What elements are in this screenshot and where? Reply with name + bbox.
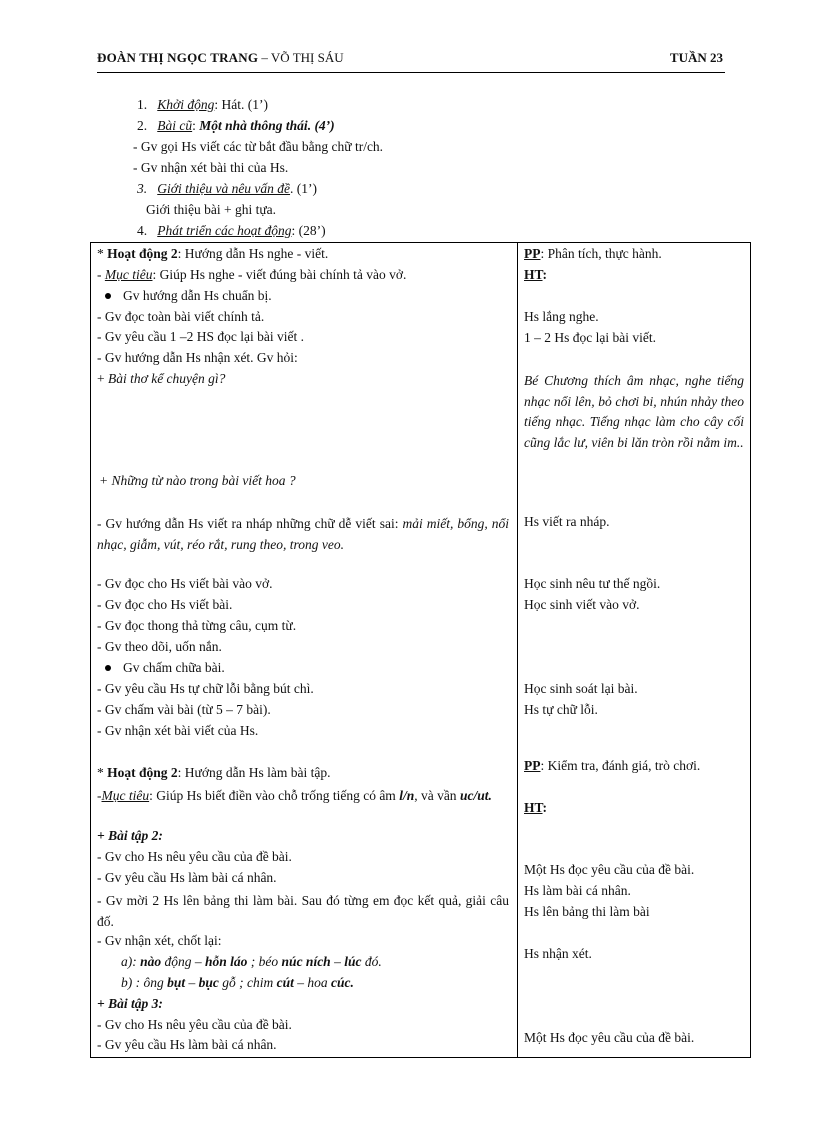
answer-b-3: – [185, 975, 199, 990]
form-2-colon: : [542, 800, 548, 815]
lesson-table [90, 242, 751, 1058]
bullet-dot-icon [105, 665, 111, 671]
activity-1-rest: : Hướng dẫn Hs nghe - viết. [177, 246, 329, 261]
answer-a-2: nào [140, 954, 162, 969]
intro-item-1-rest: : Hát. (1’) [214, 97, 268, 112]
right-answer-r3: Bé Chương thích âm nhạc, nghe tiếng nhạc nổi lên, bỏ chơi bi, nhún nhảy theo tiếng nhạc. Tiếng nhạc làm cho cây cối cũng lắc lư, viên bi lăn tròn rồi nằm im.. [524, 373, 744, 450]
question-2: + Những từ nào trong bài viết hoa ? [99, 473, 296, 488]
left-paragraph-w1-words: mải miết, bổng, nổi nhạc, giẫm, vút, réo rắt, rung theo, trong veo. [97, 516, 510, 552]
activity-2-heading [97, 765, 330, 781]
teacher-activities [91, 243, 517, 1057]
answer-a-7: – [330, 954, 345, 969]
intro-item-4 [137, 223, 326, 239]
intro-line-6: Giới thiệu bài + ghi tựa. [146, 202, 277, 217]
left-line-d1: - Gv cho Hs nêu yêu cầu của đề bài. [97, 1017, 292, 1032]
method-2-rest: : Kiểm tra, đánh giá, trò chơi. [540, 758, 701, 773]
objective-2-rest: : Giúp Hs biết điền vào chỗ trống tiếng có âm [149, 788, 400, 803]
objective-1-prefix: - [97, 267, 105, 282]
left-paragraph-c3: - Gv mời 2 Hs lên bảng thi làm bài. Sau đó từng em đọc kết quả, giải câu đố. [97, 893, 509, 929]
objective-2-prefix: - [97, 788, 102, 803]
form-2 [524, 800, 547, 816]
intro-line-4: - Gv nhận xét bài thi của Hs. [133, 160, 289, 175]
objective-1-rest: : Giúp Hs nghe - viết đúng bài chính tả vào vở. [152, 267, 407, 282]
right-line-r6: Học sinh viết vào vở. [524, 597, 640, 612]
method-2 [524, 756, 744, 777]
student-activities [518, 243, 750, 1057]
objective-2-uc: uc/ut. [459, 788, 492, 803]
form-1-label: HT [524, 267, 543, 282]
answer-b-5: gỗ ; chim [218, 975, 277, 990]
right-line-r13: Một Hs đọc yêu cầu của đề bài. [524, 1030, 695, 1045]
intro-item-1 [137, 97, 268, 113]
left-line-a2: - Gv yêu cầu 1 –2 HS đọc lại bài viết . [97, 329, 304, 344]
answer-b [121, 975, 354, 991]
left-line-d2: - Gv yêu cầu Hs làm bài cá nhân. [97, 1037, 277, 1052]
form-2-label: HT [524, 800, 543, 815]
intro-item-2 [137, 118, 335, 134]
answer-b-6: cút [276, 975, 294, 990]
intro-item-2-num: 2. [137, 118, 148, 133]
method-1-label: PP [524, 246, 541, 261]
right-line-r10: Hs làm bài cá nhân. [524, 883, 631, 898]
intro-item-3-label: Giới thiệu và nêu vấn đề [157, 181, 291, 196]
answer-a-3: động – [161, 954, 206, 969]
answer-a-4: hỗn láo [205, 954, 248, 969]
answer-b-4: bục [198, 975, 219, 990]
activity-2-title: Hoạt động 2 [107, 765, 178, 780]
bullet-2 [105, 660, 225, 676]
bullet-2-text: Gv chấm chữa bài. [123, 660, 225, 675]
left-line-a9: - Gv chấm vài bài (từ 5 – 7 bài). [97, 702, 271, 717]
header-week: TUẦN 23 [669, 50, 723, 65]
right-line-r5: Học sinh nêu tư thế ngồi. [524, 576, 661, 591]
objective-2 [97, 786, 509, 807]
objective-1 [97, 267, 406, 283]
answer-a [121, 954, 382, 970]
form-1-colon: : [542, 267, 548, 282]
left-line-c4: - Gv nhận xét, chốt lại: [97, 933, 222, 948]
left-line-a6: - Gv đọc thong thả từng câu, cụm từ. [97, 618, 297, 633]
intro-item-2-label: Bài cũ [157, 118, 193, 133]
left-line-a5: - Gv đọc cho Hs viết bài. [97, 597, 233, 612]
question-1-prefix: + [97, 371, 108, 386]
intro-item-4-rest: : (28’) [291, 223, 326, 238]
exercise-2-heading: + Bài tập 2: [97, 828, 163, 843]
intro-item-4-label: Phát triển các hoạt động [157, 223, 292, 238]
right-line-r9: Một Hs đọc yêu cầu của đề bài. [524, 862, 695, 877]
right-line-r11: Hs lên bảng thi làm bài [524, 904, 650, 919]
question-1 [97, 371, 225, 387]
exercise-3-heading: + Bài tập 3: [97, 996, 163, 1011]
answer-b-7: – hoa [293, 975, 332, 990]
intro-item-2-colon: : [192, 118, 200, 133]
intro-item-4-num: 4. [137, 223, 148, 238]
answer-b-1: b) : ông [121, 975, 168, 990]
left-paragraph-w1-text: - Gv hướng dẫn Hs viết ra nháp những chữ dễ viết sai: [97, 516, 403, 531]
left-line-c1: - Gv cho Hs nêu yêu cầu của đề bài. [97, 849, 292, 864]
answer-a-9: đó. [361, 954, 382, 969]
activity-1-title: Hoạt động 2 [107, 246, 178, 261]
left-line-a3: - Gv hướng dẫn Hs nhận xét. Gv hỏi: [97, 350, 298, 365]
method-1-rest: : Phân tích, thực hành. [540, 246, 662, 261]
form-1 [524, 267, 547, 283]
left-line-a7: - Gv theo dõi, uốn nắn. [97, 639, 222, 654]
right-line-r8: Hs tự chữ lỗi. [524, 702, 598, 717]
activity-1-star: * [97, 246, 108, 261]
right-line-r7: Học sinh soát lại bài. [524, 681, 638, 696]
intro-item-3 [137, 181, 317, 197]
right-line-r2: 1 – 2 Hs đọc lại bài viết. [524, 330, 656, 345]
header-author: ĐOÀN THỊ NGỌC TRANG [97, 50, 259, 65]
answer-b-8: cúc. [331, 975, 354, 990]
bullet-1-text: Gv hướng dẫn Hs chuẩn bị. [123, 288, 272, 303]
intro-item-3-rest: . (1’) [290, 181, 318, 196]
objective-1-label: Mục tiêu [104, 267, 153, 282]
lesson-table-row [91, 243, 751, 1058]
activity-1-heading [97, 246, 328, 262]
right-line-r4: Hs viết ra nháp. [524, 514, 610, 529]
answer-a-8: lúc [344, 954, 362, 969]
header-author-line [97, 50, 344, 66]
answer-b-2: bụt [167, 975, 186, 990]
teacher-activities-cell [91, 243, 518, 1058]
left-line-a1: - Gv đọc toàn bài viết chính tả. [97, 309, 265, 324]
page-header [97, 50, 725, 73]
header-school: VÕ THỊ SÁU [270, 50, 344, 65]
objective-2-rest2: , và vần [414, 788, 460, 803]
intro-item-3-num: 3. [137, 181, 148, 196]
question-1-text: Bài thơ kể chuyện gì? [108, 371, 226, 386]
objective-2-ln: l/n [399, 788, 415, 803]
activity-2-star: * [97, 765, 108, 780]
answer-a-1: a): [121, 954, 141, 969]
intro-line-3: - Gv gọi Hs viết các từ bắt đầu bằng chữ tr/ch. [133, 139, 384, 154]
answer-a-6: núc ních [281, 954, 331, 969]
intro-item-2-title: Một nhà thông thái. (4’) [199, 118, 335, 133]
intro-item-1-label: Khởi động [157, 97, 215, 112]
left-line-c2: - Gv yêu cầu Hs làm bài cá nhân. [97, 870, 277, 885]
intro-item-1-num: 1. [137, 97, 148, 112]
left-paragraph-w1 [97, 514, 509, 555]
left-line-a10: - Gv nhận xét bài viết của Hs. [97, 723, 259, 738]
left-line-a4: - Gv đọc cho Hs viết bài vào vở. [97, 576, 273, 591]
activity-2-rest: : Hướng dẫn Hs làm bài tập. [177, 765, 331, 780]
right-line-r12: Hs nhận xét. [524, 946, 592, 961]
student-activities-cell [518, 243, 751, 1058]
header-separator: – [258, 50, 271, 65]
left-line-a8: - Gv yêu cầu Hs tự chữ lỗi bằng bút chì. [97, 681, 314, 696]
objective-2-label: Mục tiêu [101, 788, 150, 803]
method-2-label: PP [524, 758, 541, 773]
answer-a-5: ; béo [247, 954, 282, 969]
bullet-1 [105, 288, 272, 304]
method-1 [524, 246, 662, 262]
bullet-dot-icon [105, 293, 111, 299]
right-line-r1: Hs lắng nghe. [524, 309, 599, 324]
